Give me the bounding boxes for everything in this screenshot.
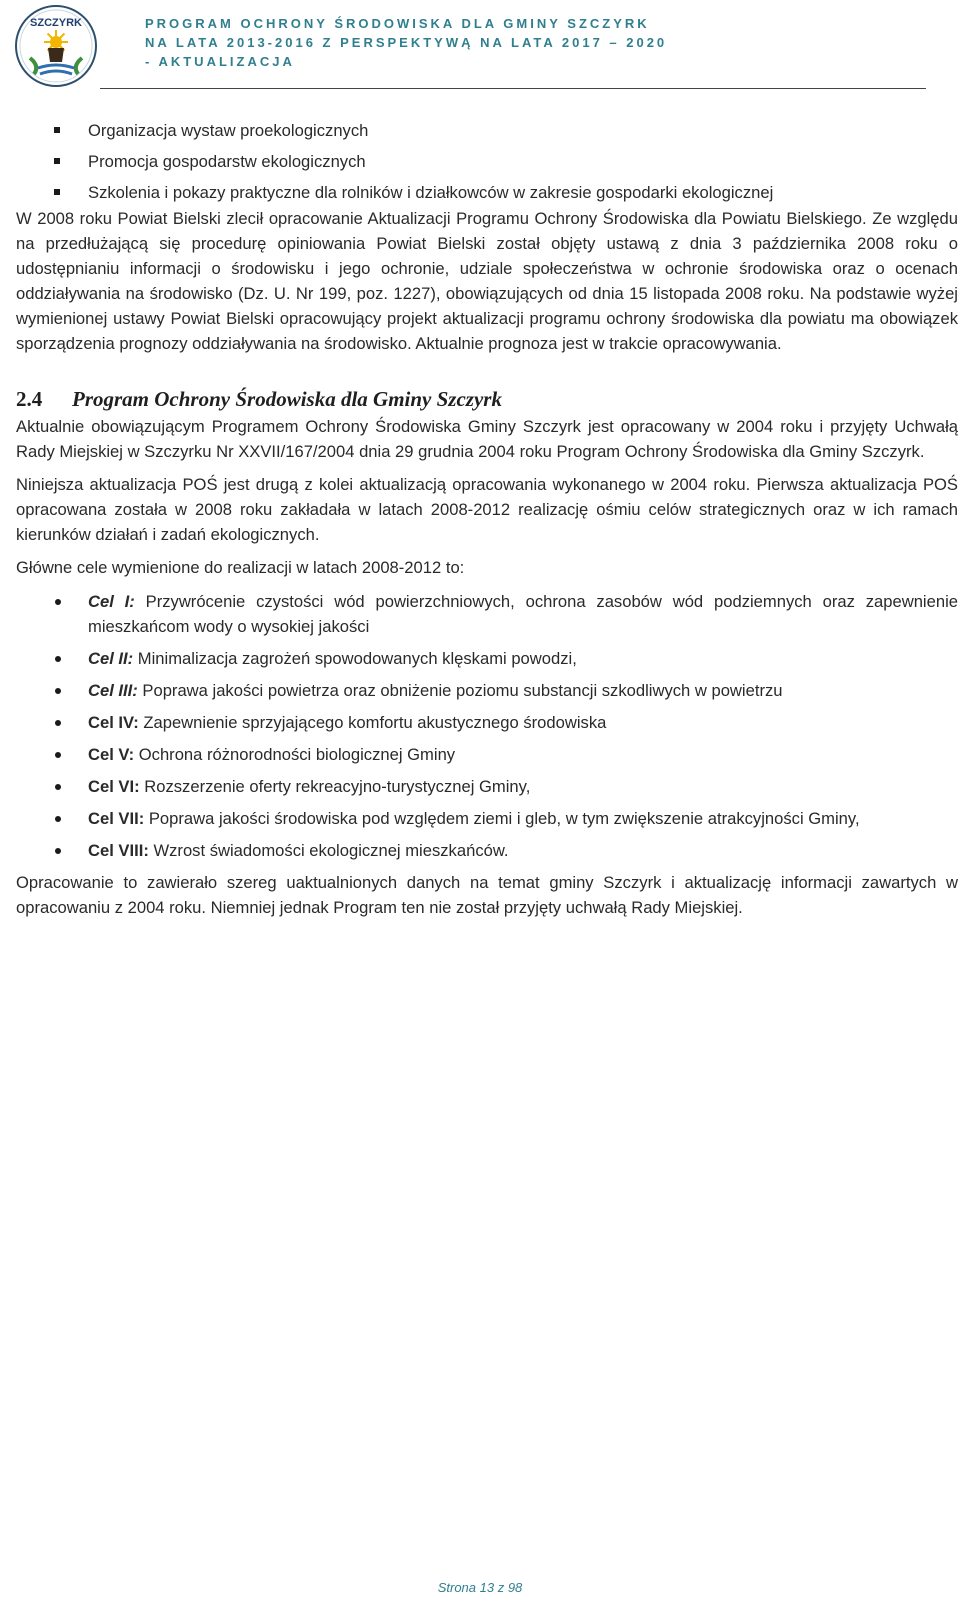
- list-item: [16, 742, 958, 767]
- list-item: Organizacja wystaw proekologicznych: [16, 118, 958, 149]
- page-content: [16, 118, 958, 920]
- list-item: [16, 838, 958, 863]
- header-divider: [100, 88, 926, 89]
- header-line-3: - AKTUALIZACJA: [145, 54, 295, 69]
- paragraph: Niniejsza aktualizacja POŚ jest drugą z kolei aktualizacją opracowania wykonanego w 2004 roku. Pierwsza aktualizacja POŚ opracowana została w 2008 roku zakładała w latach 2008-2012 realizację ośmiu celów strategicznych oraz w ich ramach kierunków działań i zadań ekologicznych.: [16, 475, 958, 544]
- section-number: 2.4: [16, 387, 43, 411]
- page-number: Strona 13 z 98: [437, 1580, 523, 1595]
- list-item: [16, 646, 958, 671]
- paragraph: Opracowanie to zawierało szereg uaktualnionych danych na temat gminy Szczyrk i aktualizację informacji zawartych w opracowaniu z 2004 roku. Niemniej jednak Program ten nie został przyjęty uchwałą Rady Miejskiej.: [16, 873, 958, 917]
- szczyrk-logo: [14, 4, 98, 88]
- list-item: [16, 774, 958, 799]
- paragraph: W 2008 roku Powiat Bielski zlecił opracowanie Aktualizacji Programu Ochrony Środowiska dla Powiatu Bielskiego. Ze względu na przedłużającą się procedurę opiniowania Powiat Bielski został objęty ustawą z dnia 3 października 2008 roku o udostępnianiu informacji o środowisku i jego ochronie, udziale społeczeństwa w ochronie środowiska oraz o ocenach oddziaływania na środowisko (Dz. U. Nr 199, poz. 1227), obowiązujących od dnia 15 listopada 2008 roku. Na podstawie wyżej wymienionej ustawy Powiat Bielski opracowujący projekt aktualizacji programu ochrony środowiska dla powiatu ma obowiązek sporządzenia prognozy oddziaływania na środowisko. Aktualnie prognoza jest w trakcie opracowywania.: [16, 209, 958, 353]
- goal-label: Cel II:: [88, 649, 134, 668]
- goal-text: Minimalizacja zagrożeń spowodowanych klęskami powodzi,: [133, 649, 577, 668]
- list-item: Promocja gospodarstw ekologicznych: [16, 149, 958, 180]
- header-line-1: PROGRAM OCHRONY ŚRODOWISKA DLA GMINY SZCZYRK: [145, 16, 650, 31]
- paragraph: Aktualnie obowiązującym Programem Ochrony Środowiska Gminy Szczyrk jest opracowany w 2004 roku i przyjęty Uchwałą Rady Miejskiej w Szczyrku Nr XXVII/167/2004 dnia 29 grudnia 2004 roku Program Ochrony Środowiska dla Gminy Szczyrk.: [16, 417, 958, 461]
- goal-label: Cel VIII:: [88, 841, 149, 860]
- goal-text: Wzrost świadomości ekologicznej mieszkańców.: [148, 841, 509, 860]
- section-heading: [16, 384, 958, 414]
- list-item: [16, 806, 958, 831]
- header-line-2: NA LATA 2013-2016 Z PERSPEKTYWĄ NA LATA 2017 – 2020: [145, 35, 668, 50]
- goals-list: [16, 589, 958, 863]
- goal-label: Cel VI:: [88, 777, 140, 796]
- goal-label: Cel IV:: [88, 713, 139, 732]
- paragraph: Główne cele wymienione do realizacji w latach 2008-2012 to:: [16, 558, 465, 577]
- goal-text: Zapewnienie sprzyjającego komfortu akustycznego środowiska: [138, 713, 607, 732]
- list-item: [16, 678, 958, 703]
- section-title: Program Ochrony Środowiska dla Gminy Szczyrk: [72, 387, 502, 411]
- goal-text: Rozszerzenie oferty rekreacyjno-turystycznej Gminy,: [139, 777, 531, 796]
- goal-label: Cel III:: [88, 681, 138, 700]
- page-header: [0, 0, 960, 90]
- goal-label: Cel I:: [88, 592, 135, 611]
- goal-label: Cel VII:: [88, 809, 145, 828]
- bullet-list-top: [16, 118, 958, 211]
- svg-text:SZCZYRK: SZCZYRK: [30, 17, 82, 29]
- goal-text: Poprawa jakości środowiska pod względem ziemi i gleb, w tym zwiększenie atrakcyjności Gminy,: [144, 809, 860, 828]
- list-item: [16, 589, 958, 639]
- goal-text: Ochrona różnorodności biologicznej Gminy: [134, 745, 456, 764]
- goal-text: Poprawa jakości powietrza oraz obniżenie poziomu substancji szkodliwych w powietrzu: [137, 681, 783, 700]
- goal-label: Cel V:: [88, 745, 135, 764]
- list-item: [16, 710, 958, 735]
- header-title: [145, 14, 667, 71]
- list-item: Szkolenia i pokazy praktyczne dla rolników i działkowców w zakresie gospodarki ekologicznej: [16, 180, 958, 211]
- goal-text: Przywrócenie czystości wód powierzchniowych, ochrona zasobów wód podziemnych oraz zapewnienie mieszkańcom wody o wysokiej jakości: [88, 592, 958, 636]
